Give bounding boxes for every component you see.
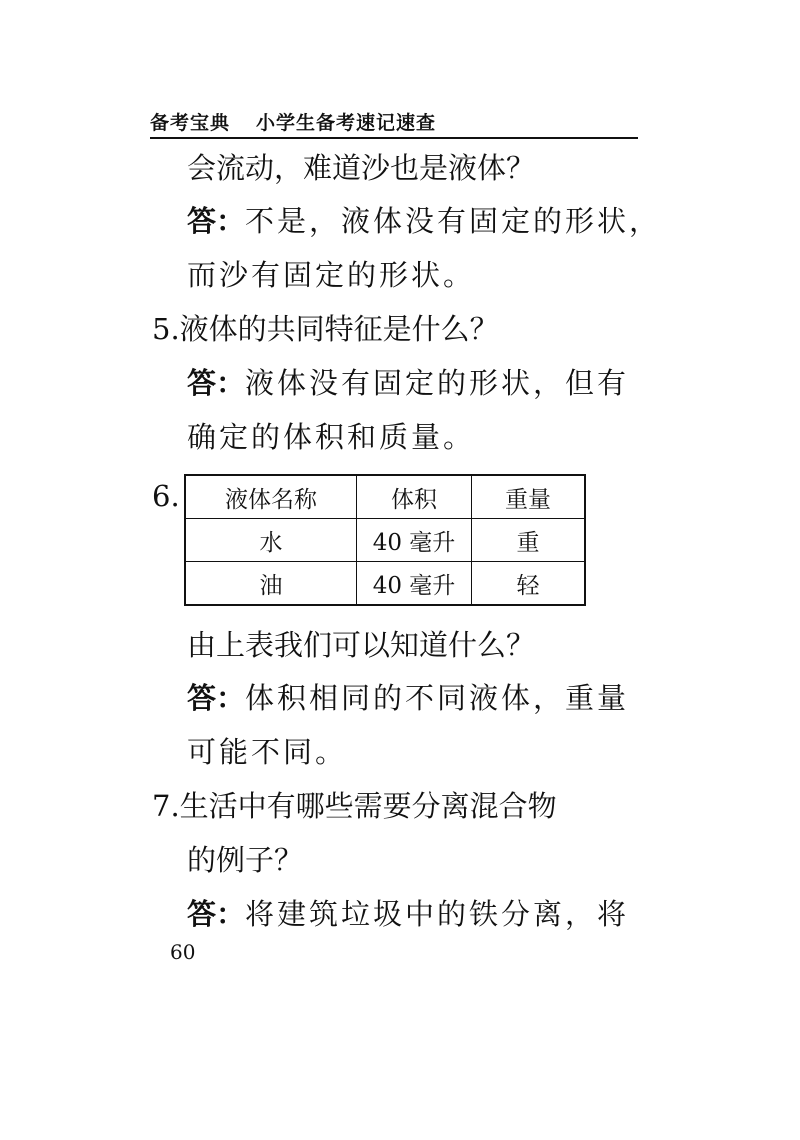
question-5 xyxy=(152,311,499,347)
table-header: 体积 xyxy=(357,475,472,519)
question-number: 6. xyxy=(152,479,180,513)
answer-text-line: 可能不同。 xyxy=(187,735,348,769)
question-7 xyxy=(152,788,557,824)
answer-text: 体积相同的不同液体，重量 xyxy=(245,681,630,715)
answer-tag: 答： xyxy=(187,897,246,931)
table-cell: 水 xyxy=(185,519,357,562)
answer-line xyxy=(187,896,629,932)
header-title: 小学生备考速记速查 xyxy=(256,111,437,134)
table-cell: 40 毫升 xyxy=(357,562,472,606)
text-line: 会流动，难道沙也是液体？ xyxy=(187,151,536,185)
answer-text: 液体没有固定的形状，但有 xyxy=(245,366,630,400)
answer-tag: 答： xyxy=(187,681,246,715)
answer-text: 将建筑垃圾中的铁分离，将 xyxy=(245,897,630,931)
table-cell: 轻 xyxy=(472,562,586,606)
table-cell: 40 毫升 xyxy=(357,519,472,562)
table-cell: 油 xyxy=(185,562,357,606)
liquid-table xyxy=(184,474,586,606)
answer-text: 不是，液体没有固定的形状， xyxy=(245,204,662,238)
table-cell: 重 xyxy=(472,519,586,562)
page-number: 60 xyxy=(170,940,196,964)
answer-tag: 答： xyxy=(187,204,246,238)
text-line: 的例子？ xyxy=(187,843,304,877)
question-number: 5. xyxy=(152,312,180,346)
question-text: 生活中有哪些需要分离混合物 xyxy=(179,789,557,823)
table-header-row xyxy=(185,475,585,519)
table-header: 重量 xyxy=(472,475,586,519)
answer-text-line: 而沙有固定的形状。 xyxy=(187,258,476,292)
answer-line xyxy=(187,365,629,401)
question-number: 7. xyxy=(152,789,180,823)
question-text: 液体的共同特征是什么？ xyxy=(179,312,499,346)
text-line: 由上表我们可以知道什么？ xyxy=(187,628,536,662)
answer-line xyxy=(187,203,661,239)
header-series: 备考宝典 xyxy=(150,111,231,134)
table-row xyxy=(185,562,585,606)
answer-text-line: 确定的体积和质量。 xyxy=(187,420,476,454)
table-row xyxy=(185,519,585,562)
answer-line xyxy=(187,680,629,716)
answer-tag: 答： xyxy=(187,366,246,400)
running-header xyxy=(150,105,638,139)
table-header: 液体名称 xyxy=(185,475,357,519)
